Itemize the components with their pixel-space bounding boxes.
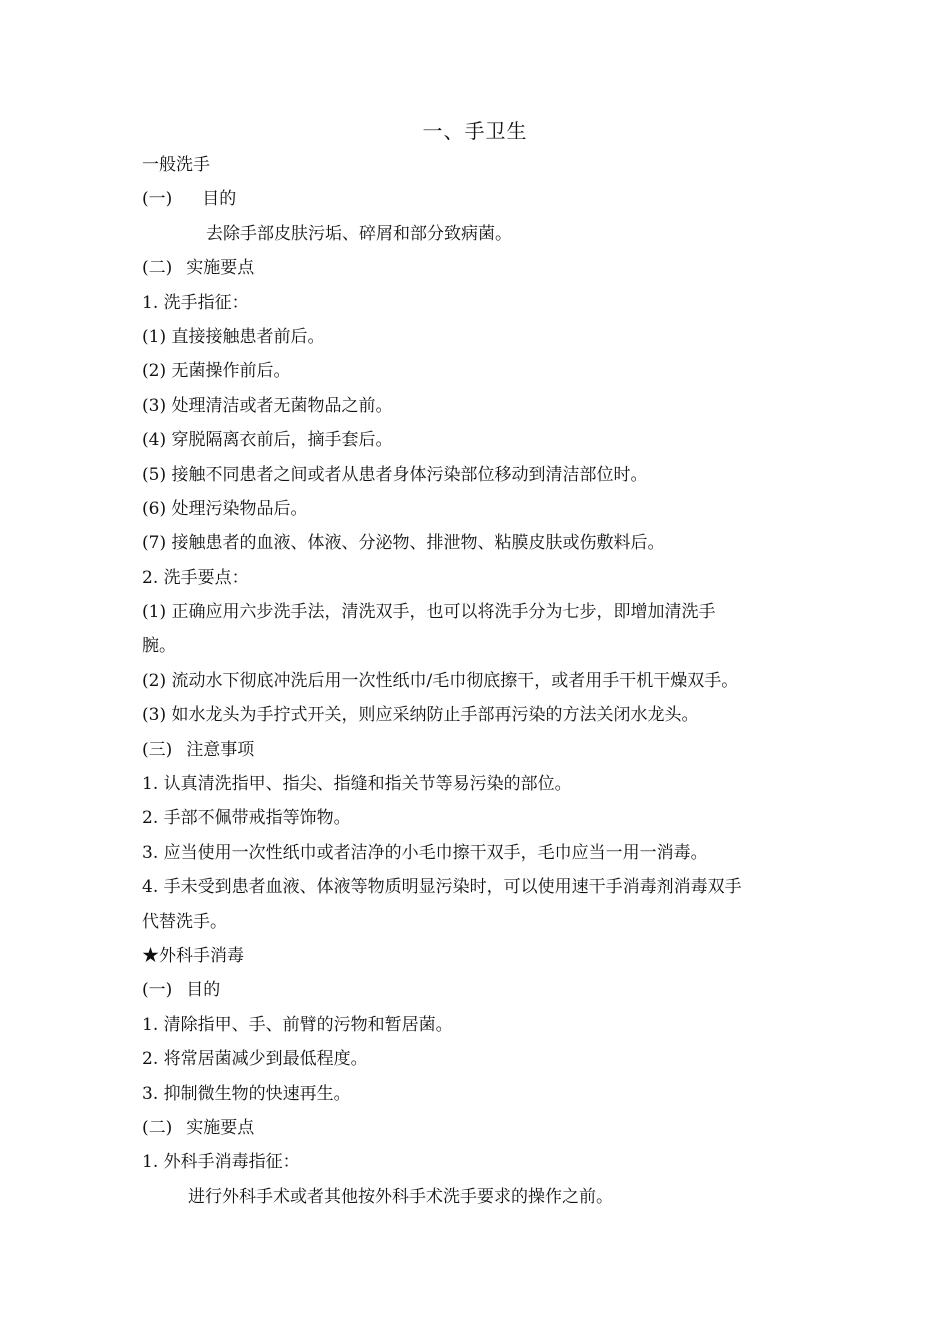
list-item: (3) 如水龙头为手拧式开关，则应采纳防止手部再污染的方法关闭水龙头。 [142,705,699,726]
subsection-title: 实施要点 [186,1117,255,1138]
list-item: 1. 清除指甲、手、前臂的污物和暂居菌。 [142,1014,453,1035]
subsection-heading [142,733,822,767]
list-item: 2. 将常居菌减少到最低程度。 [142,1049,368,1070]
list-item-continuation: 腕。 [142,636,176,657]
list-item: (5) 接触不同患者之间或者从患者身体污染部位移动到清洁部位时。 [142,464,648,485]
subsection-heading [142,1111,822,1145]
list-item: 3. 应当使用一次性纸巾或者洁净的小毛巾擦干双手，毛巾应当一用一消毒。 [142,842,708,863]
list-item: (7) 接触患者的血液、体液、分泌物、排泄物、粘膜皮肤或伤敷料后。 [142,533,665,554]
list-item: (2) 无菌操作前后。 [142,361,291,382]
list-item: (2) 流动水下彻底冲洗后用一次性纸巾/毛巾彻底擦干，或者用手干机干燥双手。 [142,670,739,691]
paragraph: 去除手部皮肤污垢、碎屑和部分致病菌。 [206,223,512,244]
list-item: (1) 正确应用六步洗手法，清洗双手，也可以将洗手分为七步，即增加清洗手 [142,602,716,623]
list-item: 3. 抑制微生物的快速再生。 [142,1083,351,1104]
subsection-title: 目的 [186,980,221,1001]
subsection-number: (一) [142,980,173,1001]
list-item: 2. 手部不佩带戒指等饰物。 [142,808,351,829]
subsection-heading [142,251,822,285]
list-item: 1. 认真清洗指甲、指尖、指缝和指关节等易污染的部位。 [142,774,572,795]
list-item: (4) 穿脱隔离衣前后，摘手套后。 [142,430,393,451]
subsection-number: (三) [142,739,173,760]
section-heading: ★外科手消毒 [142,945,244,966]
section-heading: 一般洗手 [142,155,210,175]
list-item: 4. 手未受到患者血液、体液等物质明显污染时，可以使用速干手消毒剂消毒双手 [142,877,742,898]
subsection-title: 注意事项 [186,739,255,760]
page-title: 一、手卫生 [422,119,528,143]
subsection-number: (一) [142,189,173,210]
subsection-number: (二) [142,258,173,279]
subsection-number: (二) [142,1117,173,1138]
paragraph: 进行外科手术或者其他按外科手术洗手要求的操作之前。 [188,1186,613,1207]
list-heading: 1. 洗手指征： [142,292,249,313]
subsection-heading [142,182,822,216]
document-body [142,148,822,1214]
list-item: (1) 直接接触患者前后。 [142,326,325,347]
list-heading: 1. 外科手消毒指征： [142,1152,300,1173]
subsection-title: 目的 [202,189,237,210]
list-item: (3) 处理清洁或者无菌物品之前。 [142,395,393,416]
list-heading: 2. 洗手要点： [142,567,249,588]
subsection-title: 实施要点 [186,258,255,279]
list-item-continuation: 代替洗手。 [142,911,227,932]
list-item: (6) 处理污染物品后。 [142,498,308,519]
subsection-heading [142,973,822,1007]
